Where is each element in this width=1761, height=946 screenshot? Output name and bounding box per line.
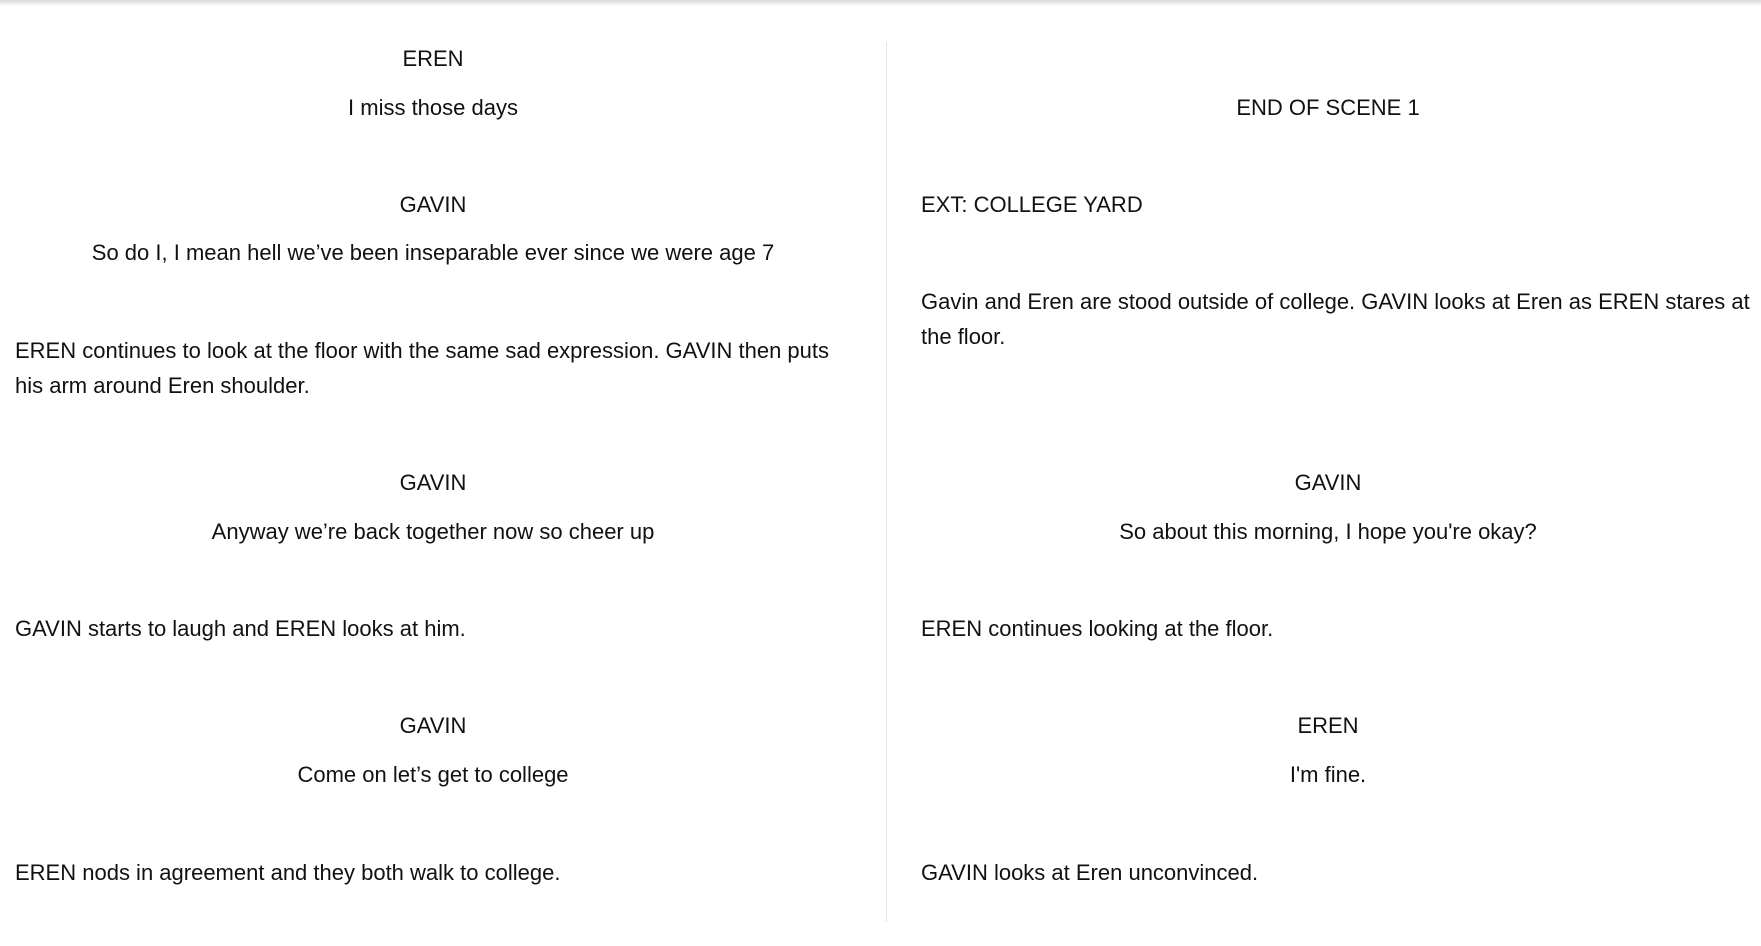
character-name: EREN (1297, 713, 1359, 738)
dialogue-line: Come on let’s get to college (297, 762, 569, 787)
scene-end-marker: END OF SCENE 1 (1236, 95, 1420, 120)
character-name: GAVIN (1294, 470, 1362, 495)
character-name: GAVIN (399, 713, 467, 738)
left-page (0, 0, 880, 946)
action-line: EREN continues to look at the floor with the same sad expression. GAVIN then puts his arm around Eren shoulder. (15, 338, 830, 398)
action-line: EREN nods in agreement and they both walk to college. (15, 860, 561, 885)
action-line: GAVIN looks at Eren unconvinced. (921, 860, 1259, 885)
dialogue-line: I'm fine. (1289, 762, 1367, 787)
action-line: EREN continues looking at the floor. (921, 616, 1274, 641)
dialogue-line: I miss those days (348, 95, 518, 120)
character-name: GAVIN (399, 192, 467, 217)
scene-heading: EXT: COLLEGE YARD (921, 192, 1143, 217)
page-divider (886, 42, 887, 922)
right-page (895, 0, 1761, 946)
dialogue-line: So about this morning, I hope you're okay? (1119, 519, 1537, 544)
character-name: GAVIN (399, 470, 467, 495)
action-line: GAVIN starts to laugh and EREN looks at him. (15, 616, 466, 641)
dialogue-line: Anyway we’re back together now so cheer up (211, 519, 655, 544)
dialogue-line: So do I, I mean hell we’ve been inseparable ever since we were age 7 (91, 240, 775, 265)
character-name: EREN (402, 46, 464, 71)
action-line: Gavin and Eren are stood outside of college. GAVIN looks at Eren as EREN stares at the floor. (921, 289, 1750, 349)
